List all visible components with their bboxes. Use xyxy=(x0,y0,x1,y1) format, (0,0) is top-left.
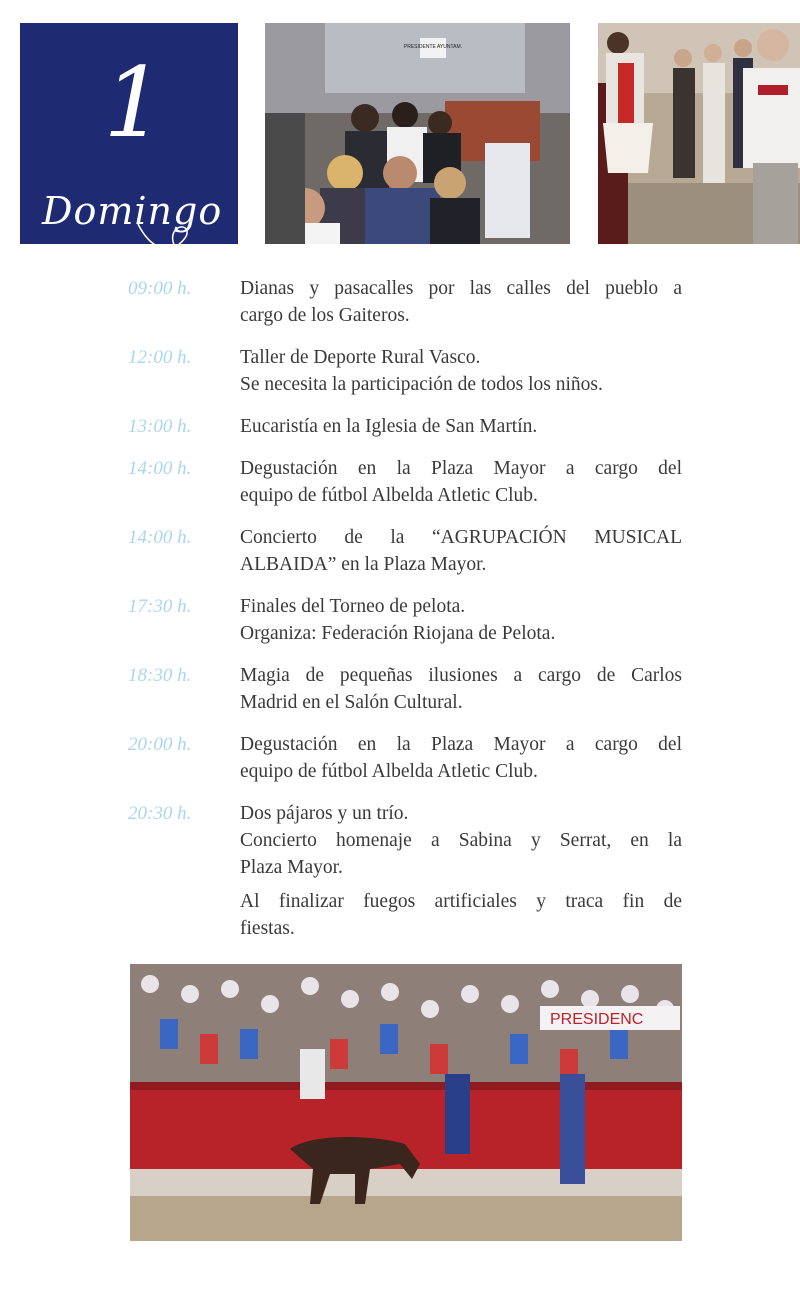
event-time: 09:00 h. xyxy=(128,278,192,299)
event-line: Degustación en la Plaza Mayor a cargo del xyxy=(240,458,682,479)
event-line: equipo de fútbol Albelda Atletic Club. xyxy=(240,485,538,506)
event-description xyxy=(240,413,682,440)
event-line: Al finalizar fuegos artificiales y traca fin de xyxy=(240,891,682,912)
event-time: 12:00 h. xyxy=(128,347,192,368)
event-line: ALBAIDA” en la Plaza Mayor. xyxy=(240,554,487,575)
photo-dancers xyxy=(598,23,800,244)
event-time: 14:00 h. xyxy=(128,458,192,479)
event-time: 17:30 h. xyxy=(128,596,192,617)
event-line: Concierto de la “AGRUPACIÓN MUSICAL xyxy=(240,527,682,548)
day-name: Domingo xyxy=(42,189,223,233)
event-line: Dianas y pasacalles por las calles del pueblo a xyxy=(240,278,682,299)
event-time: 18:30 h. xyxy=(128,665,192,686)
event-line: Madrid en el Salón Cultural. xyxy=(240,692,463,713)
event-line: Degustación en la Plaza Mayor a cargo del xyxy=(240,734,682,755)
event-line: cargo de los Gaiteros. xyxy=(240,305,410,326)
event-description xyxy=(240,662,682,716)
photo-bullring xyxy=(130,964,682,1241)
event-line: Eucaristía en la Iglesia de San Martín. xyxy=(240,416,538,437)
event-line: Plaza Mayor. xyxy=(240,857,343,878)
day-header-box xyxy=(20,23,238,244)
event-description xyxy=(240,524,682,578)
event-line: Taller de Deporte Rural Vasco. xyxy=(240,347,481,368)
event-line: fiestas. xyxy=(240,918,295,939)
banner-text: PRESIDENC xyxy=(550,1011,644,1028)
event-line: Finales del Torneo de pelota. xyxy=(240,596,466,617)
event-time: 20:30 h. xyxy=(128,803,192,824)
event-description xyxy=(240,275,682,329)
event-line: Se necesita la participación de todos los niños. xyxy=(240,374,603,395)
event-description xyxy=(240,593,682,647)
photo-tasting-tables xyxy=(265,23,570,244)
sign-text: PRESIDENTE AYUNTAM. xyxy=(403,44,463,50)
event-time: 20:00 h. xyxy=(128,734,192,755)
event-line: Organiza: Federación Riojana de Pelota. xyxy=(240,623,556,644)
event-description xyxy=(240,344,682,398)
event-line: Magia de pequeñas ilusiones a cargo de Carlos xyxy=(240,665,682,686)
swirl-ornament-icon xyxy=(130,218,220,268)
event-time: 13:00 h. xyxy=(128,416,192,437)
event-line: Dos pájaros y un trío. xyxy=(240,803,409,824)
event-line: equipo de fútbol Albelda Atletic Club. xyxy=(240,761,538,782)
event-line: Concierto homenaje a Sabina y Serrat, en la xyxy=(240,830,682,851)
event-time: 14:00 h. xyxy=(128,527,192,548)
day-number: 1 xyxy=(103,47,165,159)
event-description xyxy=(240,800,682,942)
event-description xyxy=(240,455,682,509)
event-description xyxy=(240,731,682,785)
